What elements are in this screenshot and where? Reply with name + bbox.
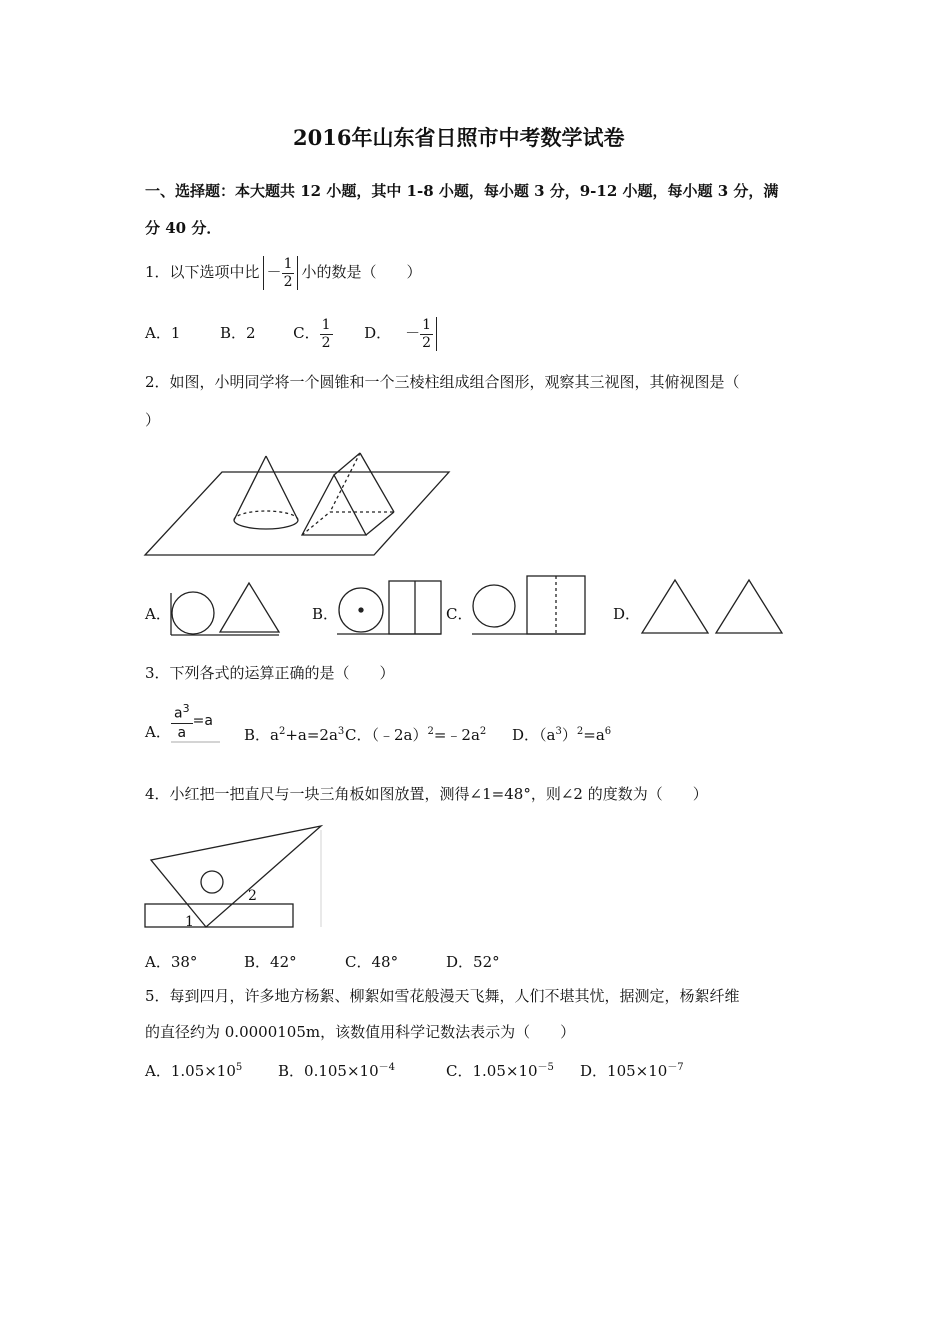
q1-option-b[interactable]: B．2 bbox=[219, 324, 256, 342]
q3-d-exp3: 6 bbox=[604, 726, 612, 737]
q4-set-square-hole bbox=[201, 871, 223, 893]
q3-option-a-eq: =a bbox=[192, 712, 213, 729]
q1-option-c-num: 1 bbox=[321, 316, 331, 333]
section-header-line2: 分 40 分． bbox=[145, 219, 222, 237]
page-title: 2016年山东省日照市中考数学试卷 bbox=[293, 125, 625, 150]
q1-fraction-den: 2 bbox=[283, 273, 293, 290]
q3-d-mid: ） bbox=[561, 726, 577, 744]
q1-option-c-den: 2 bbox=[321, 334, 331, 351]
question-4-stem: 4．小红把一把直尺与一块三角板如图放置，测得∠1=48°，则∠2 的度数为（ ） bbox=[145, 785, 708, 803]
question-5-stem-line1: 5．每到四月，许多地方杨絮、柳絮如雪花般漫天飞舞，人们不堪其忧，据测定，杨絮纤维 bbox=[145, 987, 740, 1005]
q4-option-d[interactable]: D．52° bbox=[446, 953, 500, 971]
q5-a-base: A．1.05×10 bbox=[145, 1062, 236, 1080]
q3-d-end: =a bbox=[583, 726, 605, 744]
q5-option-a[interactable] bbox=[145, 1058, 242, 1081]
q2-option-a-label[interactable]: A． bbox=[145, 605, 171, 623]
question-2-stem-line1: 2．如图，小明同学将一个圆锥和一个三棱柱组成组合图形，观察其三视图，其俯视图是（ bbox=[145, 373, 740, 391]
question-2-stem-line2: ） bbox=[145, 411, 161, 429]
q3-b-base: B．a bbox=[244, 726, 279, 744]
q1-option-d-den: 2 bbox=[422, 334, 432, 351]
q4-set-square bbox=[151, 826, 321, 927]
q5-d-base: D．105×10 bbox=[580, 1062, 668, 1080]
q5-option-c[interactable] bbox=[446, 1058, 554, 1081]
q3-b-exp2: 3 bbox=[337, 726, 345, 737]
q1-option-c-label: C． bbox=[293, 324, 320, 342]
q4-angle-2-label: 2 bbox=[248, 888, 257, 904]
q3-d-exp1: 3 bbox=[555, 726, 562, 737]
question-3-stem: 3．下列各式的运算正确的是（ ） bbox=[145, 664, 395, 682]
q2-option-c-label[interactable]: C． bbox=[446, 605, 473, 623]
q3-c-exp1: 2 bbox=[427, 726, 434, 737]
q3-b-exp1: 2 bbox=[278, 726, 286, 737]
q3-c-exp2: 2 bbox=[479, 726, 487, 737]
q4-option-b[interactable]: B．42° bbox=[244, 953, 297, 971]
question-5-stem-line2: 的直径约为 0.0000105m，该数值用科学记数法表示为（ ） bbox=[145, 1023, 576, 1041]
q5-b-exp: －4 bbox=[378, 1062, 395, 1073]
q5-c-exp: －5 bbox=[537, 1062, 554, 1073]
q3-c-mid: =﹣2a bbox=[433, 726, 480, 744]
q5-a-exp: 5 bbox=[235, 1062, 243, 1073]
q1-option-a[interactable]: A．1 bbox=[145, 324, 181, 342]
q5-b-base: B．0.105×10 bbox=[278, 1062, 379, 1080]
q3-a-num-exp: 3 bbox=[182, 702, 190, 715]
q5-c-base: C．1.05×10 bbox=[446, 1062, 538, 1080]
q5-d-exp: －7 bbox=[667, 1062, 684, 1073]
q1-fraction-num: 1 bbox=[283, 255, 293, 272]
q3-d-base: D．（a bbox=[512, 726, 556, 744]
q3-a-num-base: a bbox=[174, 705, 183, 722]
q1-suffix: 小的数是（ ） bbox=[301, 263, 422, 281]
q1-option-d-num: 1 bbox=[422, 316, 432, 333]
q4-option-a[interactable]: A．38° bbox=[145, 953, 198, 971]
q4-option-c[interactable]: C．48° bbox=[345, 953, 399, 971]
section-header-line1: 一、选择题：本大题共 12 小题，其中 1-8 小题，每小题 3 分，9-12 小题，每小题 3 分，满 bbox=[145, 182, 779, 200]
q2-option-b-label[interactable]: B． bbox=[312, 605, 339, 623]
q1-option-d-label: D． bbox=[364, 324, 392, 342]
q1-option-d-minus: － bbox=[405, 324, 421, 342]
q5-option-d[interactable] bbox=[580, 1058, 684, 1081]
q3-b-mid: +a=2a bbox=[285, 726, 338, 744]
q1-minus: － bbox=[266, 263, 282, 281]
q1-prefix: 1．以下选项中比 bbox=[145, 263, 260, 281]
q3-option-a-den: a bbox=[177, 724, 187, 741]
q2-option-d-label[interactable]: D． bbox=[613, 605, 641, 623]
q3-c-base: C．（﹣2a） bbox=[345, 726, 428, 744]
q3-option-a-label[interactable]: A． bbox=[145, 723, 171, 741]
q5-option-b[interactable] bbox=[278, 1058, 395, 1081]
q3-d-exp2: 2 bbox=[576, 726, 584, 737]
q4-angle-1-label: 1 bbox=[185, 914, 194, 930]
